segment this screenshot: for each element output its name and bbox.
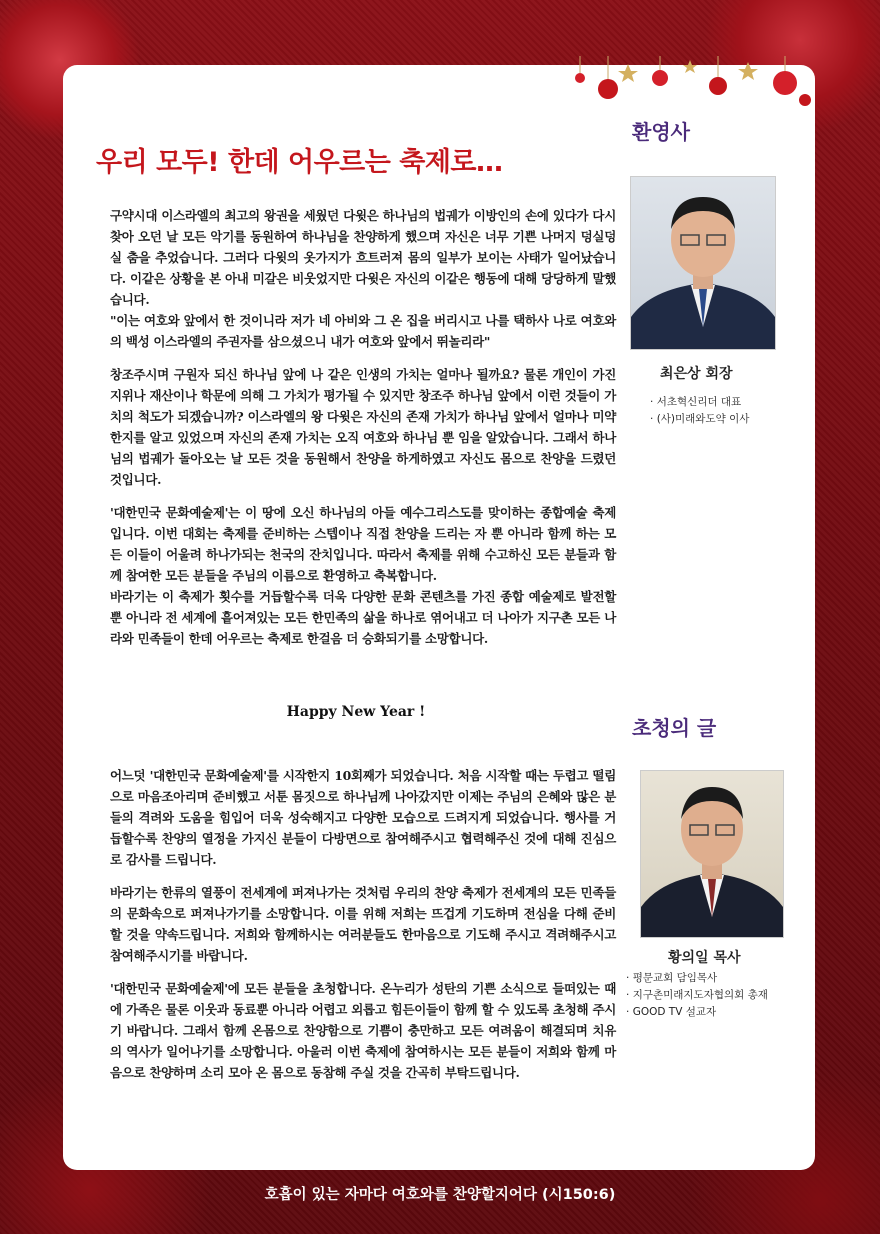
invitation-person-name: 황의일 목사 (668, 950, 741, 966)
christmas-ornaments-decoration (560, 56, 820, 116)
welcome-role-item: · (사)미래와도약 이사 (650, 411, 749, 428)
invitation-person-photo (640, 770, 784, 938)
welcome-person-name: 최은상 회장 (660, 366, 733, 382)
footer-verse: 호흡이 있는 자마다 여호와를 찬양할지어다 (시150:6) (264, 1187, 616, 1203)
welcome-section-title: 환영사 (632, 120, 690, 144)
welcome-quote: "이는 여호와 앞에서 한 것이니라 저가 네 아비와 그 온 집을 버리시고 나를 택하사 나로 여호와의 백성 이스라엘의 주권자를 삼으셨으니 내가 여호와 앞에서 뛰놀리라" (110, 313, 616, 349)
invitation-paragraph-1: 어느덧 '대한민국 문화예술제'를 시작한지 10회째가 되었습니다. 처음 시작할 때는 두렵고 떨림으로 마음조아리며 준비했고 서툰 몸짓으로 하나님께 나아갔지만 이제는 주님의 은혜와 많은 분들의 격려와 도움을 힘입어 더욱 성숙해지고 다양한 모습으로 드려지게 되었습니다. 행사를 거듭할수록 찬양의 열정을 가지신 분들이 다방면으로 참여해주시고 협력해주신 것에 대해 진심으로 감사를 드립니다. (110, 768, 616, 867)
welcome-person-photo (630, 176, 776, 350)
welcome-person-roles (650, 394, 749, 428)
welcome-paragraph-2: 창조주시며 구원자 되신 하나님 앞에 나 같은 인생의 가치는 얼마나 될까요? 물론 개인이 가진 지위나 재산이나 학문에 의해 그 가치가 평가될 수 있지만 창조주 하나님 앞에서 이런 것들이 가치의 척도가 되겠습니까? 이스라엘의 왕 다윗은 자신의 존재 가치가 하나님 앞에서 얼마나 미약한지를 알고 있었으며 자신의 존재 가치는 오직 여호와 하나님 뿐 임을 알았습니다. 그래서 하나님의 법궤가 돌아오는 날 모든 것을 동원해서 찬양을 하게하였고 자신도 몸으로 찬양을 드렸던 것입니다. (110, 367, 616, 487)
invitation-text (96, 765, 616, 1083)
invitation-person-roles (626, 970, 768, 1021)
welcome-paragraph-3: '대한민국 문화예술제'는 이 땅에 오신 하나님의 아들 예수그리스도를 맞이하는 종합예술 축제입니다. 이번 대회는 축제를 준비하는 스텝이나 직접 찬양을 드리는 자 뿐 아니라 함께 하는 모든 이들이 어울려 하나가되는 천국의 잔치입니다. 따라서 축제를 위해 수고하신 모든 분들과 함께 참여한 모든 분들을 주님의 이름으로 환영하고 축복합니다. (110, 505, 616, 583)
invitation-section-title: 초청의 글 (632, 716, 717, 740)
invitation-role-item: · 지구촌미래지도자협의회 총재 (626, 987, 768, 1004)
invitation-paragraph-2: 바라기는 한류의 열풍이 전세계에 퍼져나가는 것처럼 우리의 찬양 축제가 전세계의 모든 민족들의 문화속으로 퍼져나가기를 소망합니다. 이를 위해 저희는 뜨겁게 기도하며 전심을 다해 준비할 것을 약속드립니다. 저희와 함께하시는 여러분들도 한마음으로 기도해 주시고 격려해주시고 참여해주시기를 바랍니다. (110, 885, 616, 963)
welcome-paragraph-1: 구약시대 이스라엘의 최고의 왕권을 세웠던 다윗은 하나님의 법궤가 이방인의 손에 있다가 다시 찾아 오던 날 모든 악기를 동원하여 하나님을 찬양하게 했으며 자신은 너무 기쁜 나머지 덩실덩실 춤을 추었습니다. 그러다 다윗의 옷가지가 흐트러져 몸의 일부가 보이는 사태가 일어났습니다. 이같은 상황을 본 아내 미갈은 비웃었지만 다윗은 자신의 이같은 행동에 대해 당당하게 말했습니다. (110, 208, 616, 307)
person-portrait-icon (631, 177, 775, 349)
invitation-role-item: · GOOD TV 설교자 (626, 1004, 768, 1021)
person-portrait-icon (641, 771, 783, 937)
welcome-role-item: · 서초혁신리더 대표 (650, 394, 749, 411)
welcome-text (96, 205, 616, 649)
page-title: 우리 모두! 한데 어우르는 축제로… (96, 147, 503, 178)
welcome-paragraph-4: 바라기는 이 축제가 횟수를 거듭할수록 더욱 다양한 문화 콘텐츠를 가진 종합 예술제로 발전할 뿐 아니라 전 세계에 흩어져있는 모든 한민족의 삶을 하나로 엮어내고 더 나아가 지구촌 모든 나라와 민족들이 한데 어우르는 축제로 한걸음 더 승화되기를 소망합니다. (110, 589, 616, 646)
happy-new-year-text: Happy New Year ! (286, 704, 426, 720)
invitation-paragraph-3: '대한민국 문화예술제'에 모든 분들을 초청합니다. 온누리가 성탄의 기쁜 소식으로 들떠있는 때에 가족은 물론 이웃과 동료뿐 아니라 어렵고 외롭고 힘든이들이 함께 할 수 있도록 초청해 주시기 바랍니다. 그래서 함께 온몸으로 찬양함으로 기쁨이 충만하고 모든 여려움이 해결되며 치유의 역사가 일어나기를 소망합니다. 아울러 이번 축제에 참여하시는 모든 분들이 저희와 함께 마음으로 찬양하며 소리 모아 온 몸으로 동참해 주실 것을 간곡히 부탁드립니다. (110, 981, 616, 1080)
invitation-role-item: · 평문교회 담임목사 (626, 970, 768, 987)
